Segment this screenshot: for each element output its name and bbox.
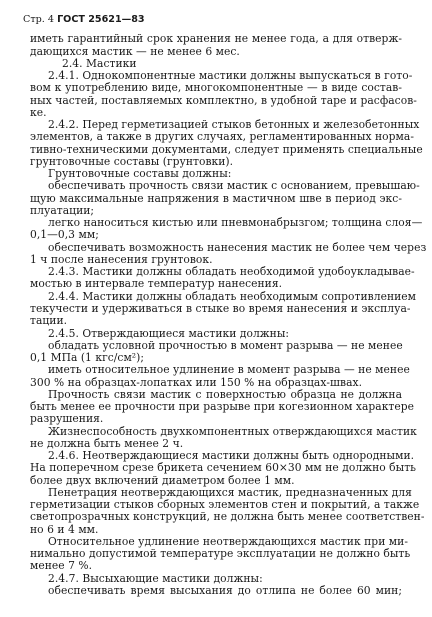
text-line: более двух включений диаметром более 1 мм. <box>30 474 295 487</box>
text-line: 2.4.7. Высыхающие мастики должны: <box>48 572 263 585</box>
text-line: 0,1—0,3 мм; <box>30 228 99 241</box>
text-line: 2.4.6. Неотверждающиеся мастики должны быть однородными. <box>48 449 415 462</box>
text-line: Жизнеспособность двухкомпонентных отверждающихся мастик <box>48 425 417 438</box>
text-line: На поперечном срезе брикета сечением 60×30 мм не должно быть <box>30 461 417 474</box>
text-line: обеспечивать время высыхания до отлипа не более 60 мин; <box>48 584 402 597</box>
text-line: не должна быть менее 2 ч. <box>30 437 184 450</box>
page-header <box>23 14 145 25</box>
text-line: грунтовочные составы (грунтовки). <box>30 155 234 168</box>
text-line: ных частей, поставляемых комплектно, в удобной таре и расфасов- <box>30 94 417 107</box>
text-line: обладать условной прочностью в момент разрыва — не менее <box>48 339 403 352</box>
text-line: 0,1 МПа (1 кгс/см²); <box>30 351 145 364</box>
text-line: обеспечивать прочность связи мастик с основанием, превышаю- <box>48 179 420 192</box>
text-line: текучести и удерживаться в стыке во время нанесения и эксплуа- <box>30 302 411 315</box>
text-line: вом к употреблению виде, многокомпонентные — в виде состав- <box>30 81 402 94</box>
text-line: Пенетрация неотверждающихся мастик, предназначенных для <box>48 486 412 499</box>
text-line: ке. <box>30 106 47 119</box>
text-line: Грунтовочные составы должны: <box>48 167 232 180</box>
text-line: элементов, а также в других случаях, регламентированных норма- <box>30 130 415 143</box>
text-line: 2.4.2. Перед герметизацией стыков бетонных и железобетонных <box>48 118 420 131</box>
text-line: тивно-техническими документами, следует применять специальные <box>30 143 423 156</box>
text-line: но 6 и 4 мм. <box>30 523 99 536</box>
text-line: менее 7 %. <box>30 559 93 572</box>
text-line: щую максимальные напряжения в мастичном шве в период экс- <box>30 192 402 205</box>
text-line: разрушения. <box>30 412 104 425</box>
text-line: иметь гарантийный срок хранения не менее года, а для отверж- <box>30 32 402 45</box>
text-line: 2.4.3. Мастики должны обладать необходимой удобоукладывае- <box>48 265 415 278</box>
text-line: 2.4.1. Однокомпонентные мастики должны выпускаться в гото- <box>48 69 413 82</box>
text-line: быть менее ее прочности при разрыве при когезионном характере <box>30 400 415 413</box>
text-line: 2.4. Мастики <box>62 57 137 70</box>
text-line: плуатации; <box>30 204 95 217</box>
text-line: герметизации стыков сборных элементов стен и покрытий, а также <box>30 498 420 511</box>
text-line: тации. <box>30 314 68 327</box>
text-line: 1 ч после нанесения грунтовок. <box>30 253 213 266</box>
standard-number: ГОСТ 25621—83 <box>57 14 145 25</box>
text-line: 2.4.5. Отверждающиеся мастики должны: <box>48 327 290 340</box>
page-number: Стр. 4 <box>23 14 54 25</box>
text-line: легко наноситься кистью или пневмонабрызгом; толщина слоя— <box>48 216 423 229</box>
text-line: иметь относительное удлинение в момент разрыва — не менее <box>48 363 410 376</box>
text-line: 300 % на образцах-лопатках или 150 % на образцах-швах. <box>30 376 363 389</box>
text-line: Относительное удлинение неотверждающихся мастик при ми- <box>48 535 409 548</box>
text-line: мостью в интервале температур нанесения. <box>30 277 283 290</box>
text-line: дающихся мастик — не менее 6 мес. <box>30 45 240 58</box>
text-line: обеспечивать возможность нанесения мастик не более чем через <box>48 241 427 254</box>
text-line: 2.4.4. Мастики должны обладать необходимым сопротивлением <box>48 290 417 303</box>
text-line: Прочность связи мастик с поверхностью образца не должна <box>48 388 402 401</box>
text-line: светопрозрачных конструкций, не должна быть менее соответствен- <box>30 510 425 523</box>
text-line: нимально допустимой температуре эксплуатации не должно быть <box>30 547 411 560</box>
